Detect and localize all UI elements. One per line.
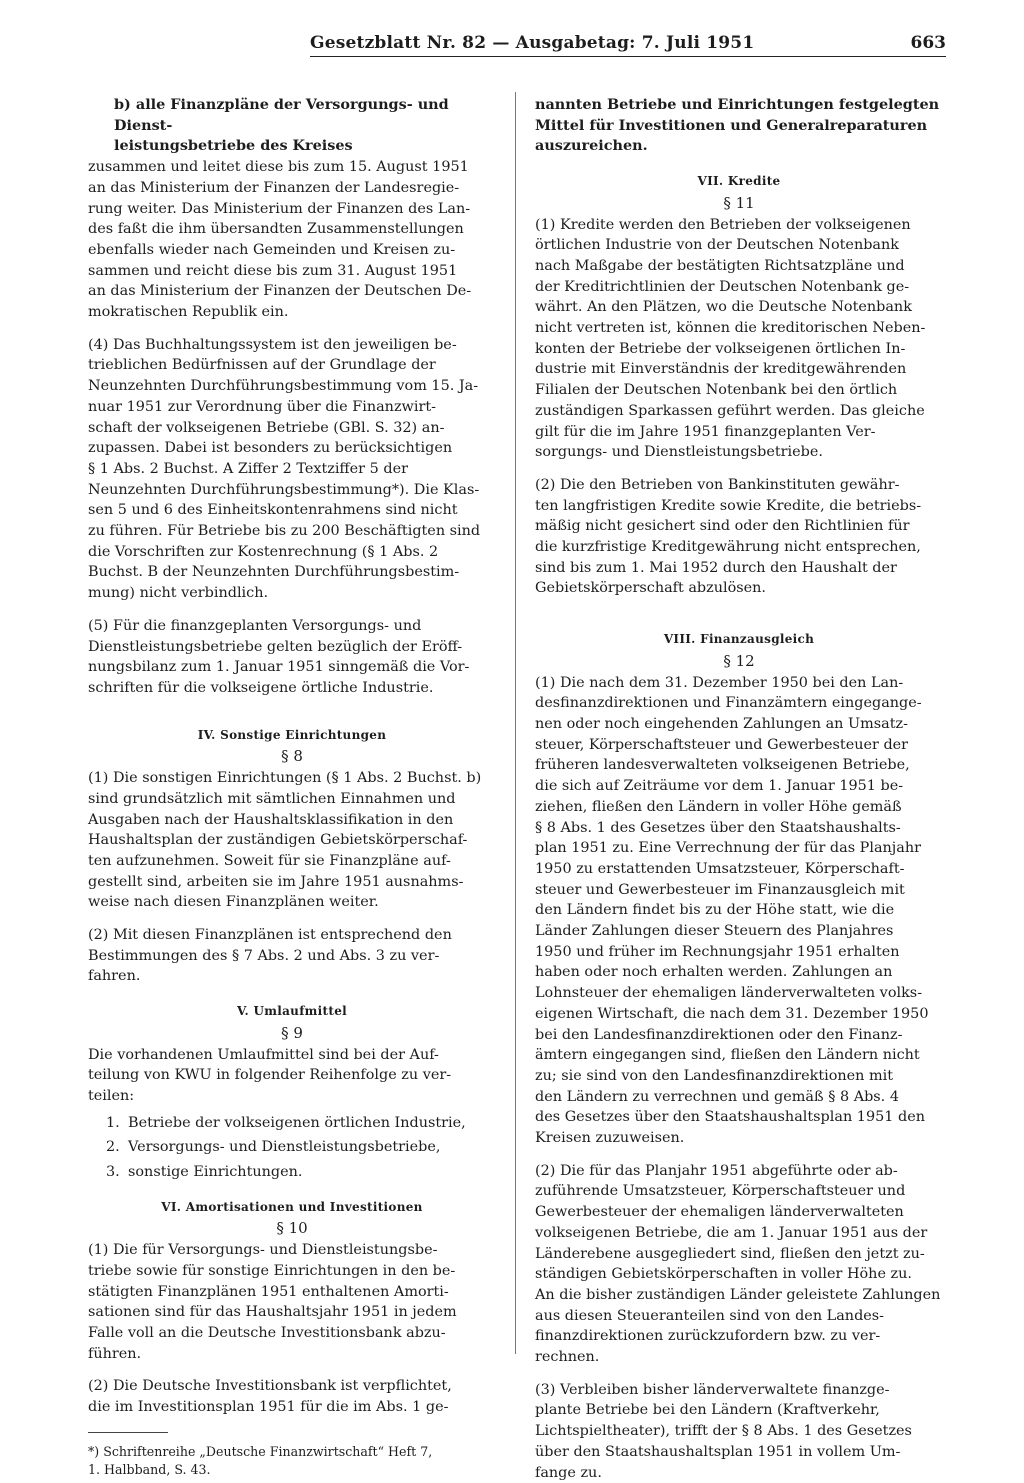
- paragraph: (5) Für die finanzgeplanten Versorgungs- und Dienstleistungsbetriebe gelten bezüglich der Eröff- nungsbilanz zum 1. Januar 1951 sinngemäß die Vor- schriften für die volkseigene örtliche Industrie.: [88, 617, 470, 696]
- paragraph: nannten Betriebe und Einrichtungen festgelegten Mittel für Investitionen und Generalreparaturen auszureichen.: [535, 96, 940, 155]
- paragraph: (2) Die für das Planjahr 1951 abgeführte oder ab- zuführende Umsatzsteuer, Körperschaftsteuer und Gewerbesteuer der ehemaligen länderverwalteten volkseigenen Betriebe, die am 1. Januar 1951 aus der Länderebene ausgegliedert sind, fließen den jetzt zu- ständigen Gebietskörperschaften in voller Höhe zu. An die bisher zuständigen Länder geleistete Zahlungen aus diesen Steueranteilen sind von den Landes- finanzdirektionen zurückzufordern bzw. zu ver- rechnen.: [535, 1162, 941, 1366]
- item-b: b) alle Finanzpläne der Versorgungs- und Dienst- leistungsbetriebe des Kreises: [114, 96, 449, 155]
- paragraph: (2) Mit diesen Finanzplänen ist entsprechend den Bestimmungen des § 7 Abs. 2 und Abs. 3 zu ver- fahren.: [88, 927, 452, 985]
- paragraph: (1) Die für Versorgungs- und Dienstleistungsbe- triebe sowie für sonstige Einrichtungen in den be- stätigten Finanzplänen 1951 enthaltenen Amorti- sationen sind für das Haushaltsjahr 1951 in jedem Falle voll an die Deutsche Investitionsbank abzu- führen.: [88, 1242, 457, 1362]
- section-heading: VII. Kredite: [697, 174, 781, 189]
- paragraph-number: § 8: [281, 747, 303, 766]
- paragraph: Die vorhandenen Umlaufmittel sind bei der Auf- teilung von KWU in folgender Reihenfolge zu ver- teilen:: [88, 1046, 452, 1104]
- paragraph: (2) Die Deutsche Investitionsbank ist verpflichtet, die im Investitionsplan 1951 für die im Abs. 1 ge-: [88, 1378, 452, 1416]
- section-heading: IV. Sonstige Einrichtungen: [197, 727, 387, 742]
- list-number: 3.: [106, 1164, 120, 1181]
- paragraph-number: § 11: [723, 193, 755, 212]
- footnote: *) Schriftenreihe „Deutsche Finanzwirtschaft“ Heft 7, 1. Halbband, S. 43.: [88, 1443, 433, 1477]
- paragraph-number: § 9: [281, 1023, 303, 1042]
- footnote-rule: [88, 1432, 168, 1433]
- paragraph-number: § 10: [276, 1219, 308, 1238]
- section-heading: VIII. Finanzausgleich: [663, 632, 815, 647]
- paragraph-number: § 12: [723, 651, 755, 670]
- list-text: Versorgungs- und Dienstleistungsbetriebe,: [128, 1139, 441, 1156]
- page-number: 663: [910, 33, 946, 53]
- distribution-list: [88, 1113, 496, 1183]
- section-heading: VI. Amortisationen und Investitionen: [161, 1199, 423, 1214]
- paragraph: (1) Die nach dem 31. Dezember 1950 bei den Lan- desfinanzdirektionen und Finanzämtern eingegange- nen oder noch eingehenden Zahlungen an Umsatz- steuer, Körperschaftsteuer und Gewerbesteuer der früheren landesverwalteten volkseigenen Betriebe, die sich auf Zeiträume vor dem 1. Januar 1951 be- ziehen, fließen den Ländern in voller Höhe gemäß § 8 Abs. 1 des Gesetzes über den Staatshaushalts- plan 1951 zu. Eine Verrechnung der für das Planjahr 1950 zu erstattenden Umsatzsteuer, Körperschaft- steuer und Gewerbesteuer im Finanzausgleich mit den Ländern findet bis zu der Höhe statt, wie die Länder Zahlungen dieser Steuern des Planjahres 1950 und früher im Rechnungsjahr 1951 erhalten haben oder noch erhalten werden. Zahlungen an Lohnsteuer der ehemaligen länderverwalteten volks- eigenen Wirtschaft, die nach dem 31. Dezember 1950 bei den Landesfinanzdirektionen oder den Finanz- ämtern eingegangen sind, fließen den Ländern nicht zu; sie sind von den Landesfinanzdirektionen mit den Ländern zu verrechnen und gemäß § 8 Abs. 4 des Gesetzes über den Staatshaushaltsplan 1951 den Kreisen zuzuweisen.: [535, 674, 929, 1147]
- paragraph: (3) Verbleiben bisher länderverwaltete finanzge- plante Betriebe bei den Ländern (Kraftverkehr, Lichtspieltheater), trifft der § 8 Abs. 1 des Gesetzes über den Staatshaushaltsplan 1951 in vollem Um- fange zu.: [535, 1381, 912, 1481]
- gazette-title: Gesetzblatt Nr. 82 — Ausgabetag: 7. Juli 1951: [310, 33, 755, 53]
- column-divider: [515, 92, 516, 1354]
- list-item: [88, 1162, 496, 1183]
- list-number: 2.: [106, 1139, 120, 1156]
- right-column: [535, 95, 943, 1483]
- section-heading: V. Umlaufmittel: [237, 1004, 347, 1019]
- list-text: sonstige Einrichtungen.: [128, 1164, 303, 1181]
- left-column: [88, 95, 496, 1479]
- paragraph: (4) Das Buchhaltungssystem ist den jeweiligen be- trieblichen Bedürfnissen auf der Grundlage der Neunzehnten Durchführungsbestimmung vom 15. Ja- nuar 1951 zur Verordnung über die Finanzwirt- schaft der volkseigenen Betriebe (GBl. S. 32) an- zupassen. Dabei ist besonders zu berücksichtigen § 1 Abs. 2 Buchst. A Ziffer 2 Textziffer 5 der Neunzehnten Durchführungsbestimmung*). Die Klas- sen 5 und 6 des Einheitskontenrahmens sind nicht zu führen. Für Betriebe bis zu 200 Beschäftigten sind die Vorschriften zur Kostenrechnung (§ 1 Abs. 2 Buchst. B der Neunzehnten Durchführungsbestim- mung) nicht verbindlich.: [88, 336, 481, 602]
- paragraph: zusammen und leitet diese bis zum 15. August 1951 an das Ministerium der Finanzen der Landesregie- rung weiter. Das Ministerium der Finanzen des Lan- des faßt die ihm übersandten Zusammenstellungen ebenfalls wieder nach Gemeinden und Kreisen zu- sammen und reicht diese bis zum 31. August 1951 an das Ministerium der Finanzen der Deutschen De- mokratischen Republik ein.: [88, 159, 472, 321]
- list-item: [88, 1113, 496, 1134]
- list-number: 1.: [106, 1114, 120, 1131]
- paragraph: (2) Die den Betrieben von Bankinstituten gewähr- ten langfristigen Kredite sowie Kredite, die betriebs- mäßig nicht gesichert sind oder den Richtlinien für die kurzfristige Kreditgewährung nicht entsprechen, sind bis zum 1. Mai 1952 durch den Haushalt der Gebietskörperschaft abzulösen.: [535, 476, 922, 597]
- paragraph: (1) Kredite werden den Betrieben der volkseigenen örtlichen Industrie von der Deutschen Notenbank nach Maßgabe der bestätigten Richtsatzpläne und der Kreditrichtlinien der Deutschen Notenbank ge- währt. An den Plätzen, wo die Deutsche Notenbank nicht vertreten ist, können die kreditorischen Neben- konten der Betriebe der volkseigenen örtlichen In- dustrie mit Einverständnis der kreditgewährenden Filialen der Deutschen Notenbank bei den örtlich zuständigen Sparkassen geführt werden. Das gleiche gilt für die im Jahre 1951 finanzgeplanten Ver- sorgungs- und Dienstleistungsbetriebe.: [535, 216, 926, 461]
- page-header: [310, 30, 946, 57]
- list-item: [88, 1137, 496, 1158]
- paragraph: (1) Die sonstigen Einrichtungen (§ 1 Abs. 2 Buchst. b) sind grundsätzlich mit sämtlichen Einnahmen und Ausgaben nach der Haushaltsklassifikation in den Haushaltsplan der zuständigen Gebietskörperschaf- ten aufzunehmen. Soweit für sie Finanzpläne auf- gestellt sind, arbeiten sie im Jahre 1951 ausnahms- weise nach diesen Finanzplänen weiter.: [88, 770, 482, 911]
- list-text: Betriebe der volkseigenen örtlichen Industrie,: [128, 1114, 466, 1131]
